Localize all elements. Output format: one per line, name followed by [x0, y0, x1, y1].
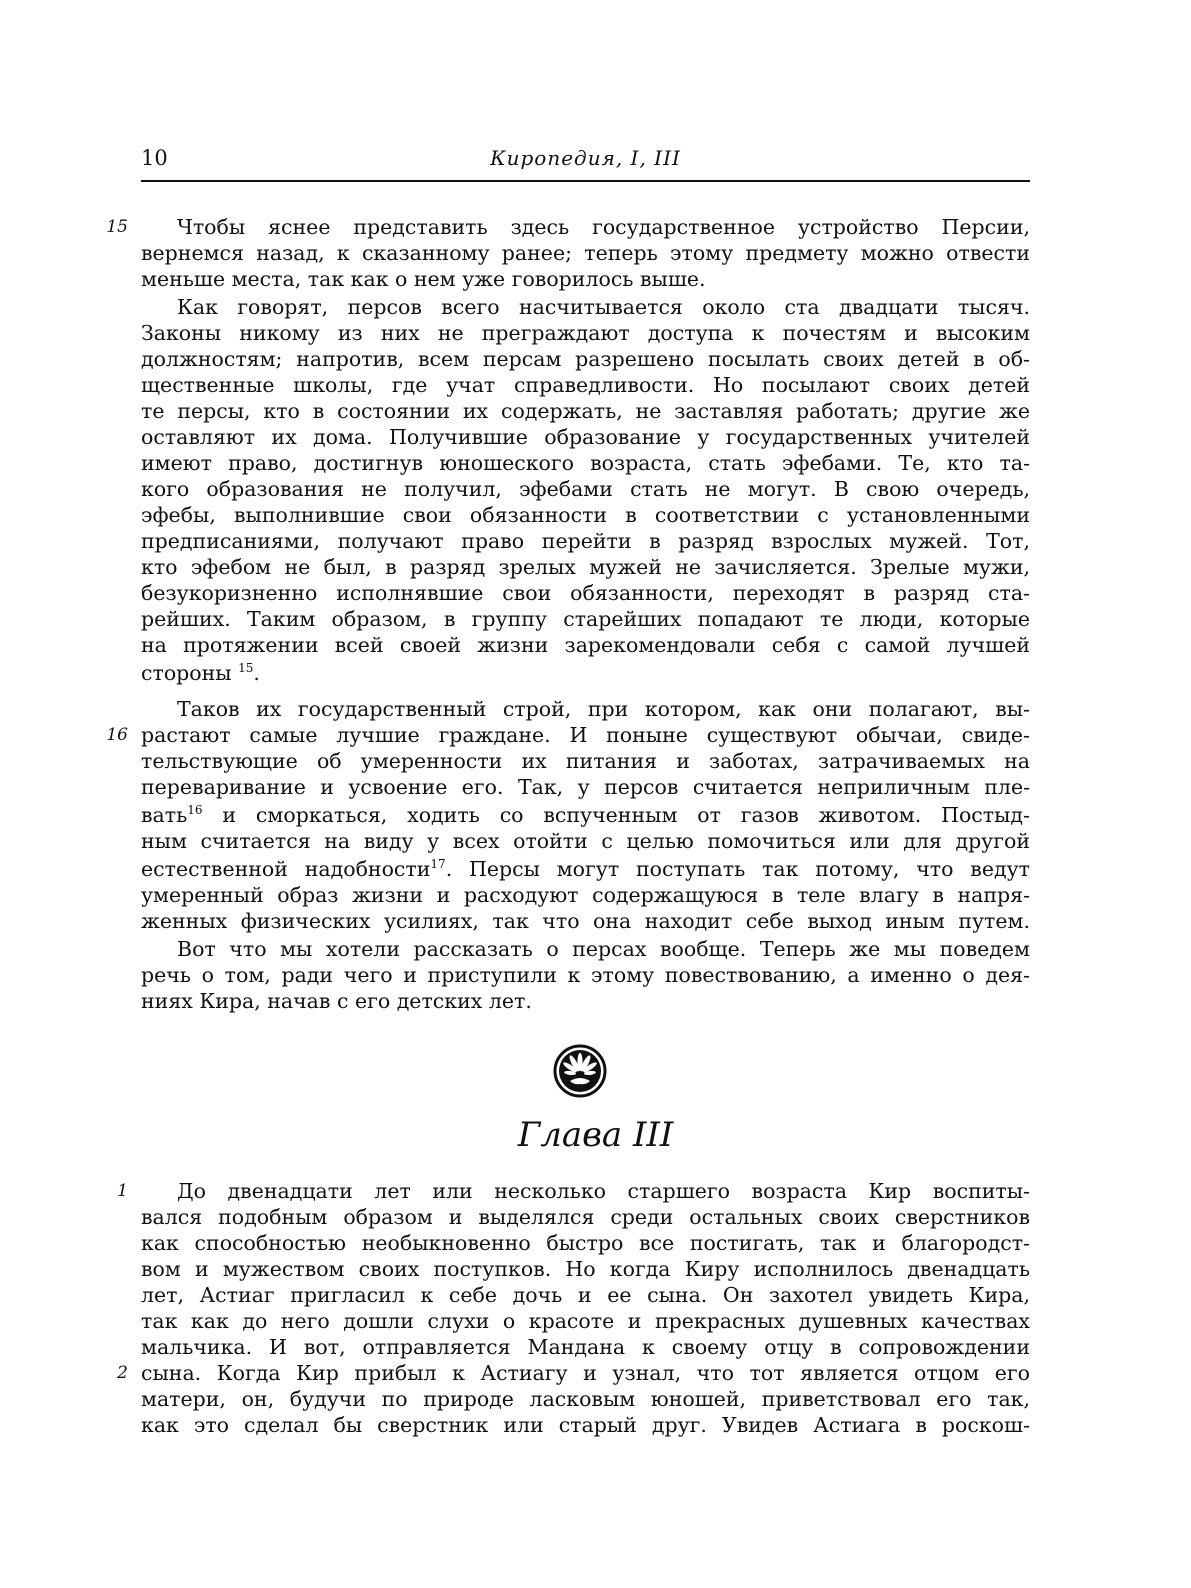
text-line: умеренный образ жизни и расходуют содержащуюся в теле влагу в напря- [141, 883, 1030, 907]
text-line-part: стороны [141, 661, 232, 685]
text-line: безукоризненно исполнявшие свои обязанности, переходят в разряд ста- [141, 581, 1030, 605]
text-line: тельствующие об умеренности их питания и заботах, затрачиваемых на [141, 749, 1030, 773]
running-head: Киропедия, I, III [490, 146, 681, 170]
text-line: оставляют их дома. Получившие образование у государственных учителей [141, 425, 1030, 449]
page-number: 10 [141, 146, 168, 170]
text-line: ным считается на виду у всех отойти с целью помочиться или для другой [141, 829, 1030, 853]
text-line: вом и мужеством своих поступков. Но когда Киру исполнилось двенадцать [141, 1257, 1030, 1281]
text-line-part: вать [141, 803, 188, 827]
text-line: на протяжении всей своей жизни зарекомендовали себя с самой лучшей [141, 633, 1030, 657]
text-line: эфебы, выполнившие свои обязанности в соответствии с установленными [141, 503, 1030, 527]
text-line: так как до него дошли слухи о красоте и прекрасных душевных качествах [141, 1309, 1030, 1333]
text-line-part: и сморкаться, ходить со вспученным от газов животом. Постыд- [222, 803, 1030, 827]
text-line: ниях Кира, начав с его детских лет. [141, 989, 532, 1013]
chapter-title: Глава III [517, 1115, 674, 1155]
text-line: как это сделал бы сверстник или старый друг. Увидев Астиага в роскош- [141, 1413, 1030, 1437]
text-line: вернемся назад, к сказанному ранее; теперь этому предмету можно отвести [141, 241, 1030, 265]
text-line: Как говорят, персов всего насчитывается около ста двадцати тысяч. [177, 295, 1030, 319]
text-line: переваривание и усвоение его. Так, у персов считается неприличным пле- [141, 775, 1030, 799]
palmette-ornament-icon [553, 1044, 607, 1098]
footnote-marker: 15 [238, 661, 254, 675]
text-line: женных физических усилиях, так что она находит себе выход иным путем. [141, 909, 1030, 933]
text-line: те персы, кто в состоянии их содержать, не заставляя работать; другие же [141, 399, 1030, 423]
margin-section-number: 15 [106, 217, 128, 237]
text-line: рейших. Таким образом, в группу старейших попадают те люди, которые [141, 607, 1030, 631]
text-line [141, 856, 1030, 882]
text-line: Таков их государственный строй, при котором, как они полагают, вы- [177, 697, 1030, 721]
text-line: вался подобным образом и выделялся среди остальных своих сверстников [141, 1205, 1030, 1229]
text-line: щественные школы, где учат справедливости. Но посылают своих детей [141, 373, 1030, 397]
text-line: как способностью необыкновенно быстро все постигать, так и благородст- [141, 1231, 1030, 1255]
text-line-part: . Персы могут поступать так потому, что ведут [445, 857, 1030, 881]
text-line: кто эфебом не был, в разряд зрелых мужей не зачисляется. Зрелые мужи, [141, 555, 1030, 579]
text-line: Законы никому из них не преграждают доступа к почестям и высоким [141, 321, 1030, 345]
text-line: матери, он, будучи по природе ласковым юношей, приветствовал его так, [141, 1387, 1030, 1411]
text-line: стороны $^{15}$. [141, 661, 260, 685]
text-line: речь о том, ради чего и приступили к этому повествованию, а именно о дея- [141, 963, 1030, 987]
footnote-marker: 16 [187, 803, 203, 817]
text-line: лет, Астиаг пригласил к себе дочь и ее сына. Он захотел увидеть Кира, [141, 1283, 1030, 1307]
margin-section-number: 1 [117, 1181, 128, 1201]
text-line: предписаниями, получают право перейти в разряд взрослых мужей. Тот, [141, 529, 1030, 553]
text-line-part: естественной надобности [141, 857, 431, 881]
text-line: растают самые лучшие граждане. И поныне существуют обычаи, свиде- [141, 723, 1030, 747]
text-line: имеют право, достигнув юношеского возраста, стать эфебами. Те, кто та- [141, 451, 1030, 475]
text-line: До двенадцати лет или несколько старшего возраста Кир воспиты- [177, 1179, 1030, 1203]
text-line: меньше места, так как о нем уже говорилось выше. [141, 267, 706, 291]
text-line: кого образования не получил, эфебами стать не могут. В свою очередь, [141, 477, 1030, 501]
page-header [141, 140, 1030, 182]
text-line [141, 802, 1030, 828]
text-line: должностям; напротив, всем персам разрешено посылать своих детей в об- [141, 347, 1030, 371]
text-line: сына. Когда Кир прибыл к Астиагу и узнал, что тот является отцом его [141, 1361, 1030, 1385]
text-line: Чтобы яснее представить здесь государственное устройство Персии, [177, 215, 1030, 239]
margin-section-number: 16 [106, 725, 128, 745]
text-line: мальчика. И вот, отправляется Мандана к своему отцу в сопровождении [141, 1335, 1030, 1359]
footnote-marker: 17 [430, 857, 446, 871]
margin-section-number: 2 [117, 1363, 128, 1383]
text-line: Вот что мы хотели рассказать о персах вообще. Теперь же мы поведем [177, 937, 1030, 961]
